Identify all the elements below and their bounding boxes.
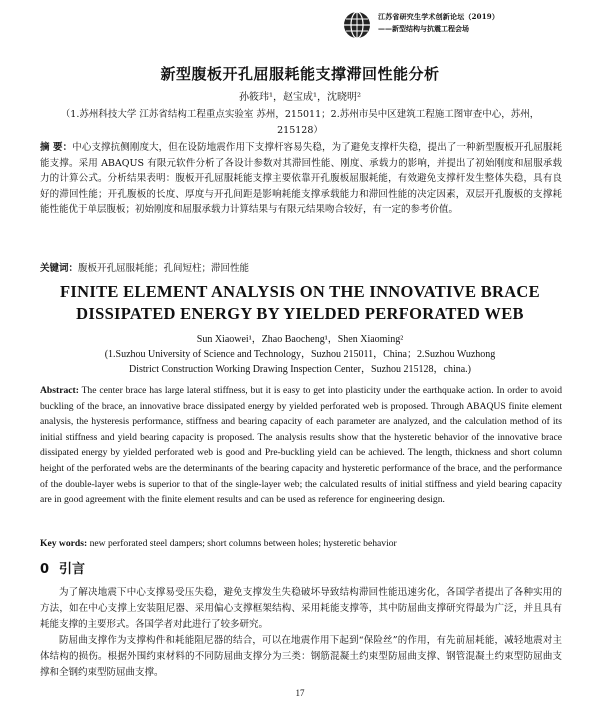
chinese-abstract-text: 中心支撑抗侧刚度大，但在设防地震作用下支撑杆容易失稳，为了避免支撑杆失稳，提出了一种新型腹板开孔屈服耗能支撑。采用 ABAQUS 有限元软件分析了各设计参数对其滞回性能、刚度、承载力的影响，并提出了初始刚度和屈服承载力的计算公式。分析结果表明：腹板开孔屈服耗能支撑主要依靠开孔腹板屈服耗能，有效避免支撑杆发生整体失稳，具有良好的滞回性能；开孔腹板的长度、厚度与开孔间距是影响耗能支撑承载能力和滞回性能的决定因素，双层开孔腹板的支撑耗能性能优于单层腹板；初始刚度和屈服承载力计算结果与有限元结果吻合较好，有一定的参考价值。 [40,142,562,215]
page-number: 17 [295,688,305,698]
english-abstract-label: Abstract: [40,385,79,396]
conference-header [342,10,572,40]
section-title: 引言 [59,562,86,577]
chinese-keywords [40,262,562,276]
chinese-affiliation: （1.苏州科技大学 江苏省结构工程重点实验室 苏州，215011；2.苏州市吴中区建筑工程施工图审查中心，苏州，215128） [60,109,540,136]
english-affiliation [60,347,540,377]
english-keywords-text: new perforated steel dampers; short columns between holes; hysteretic behavior [87,538,397,549]
body-paragraph-2: 防屈曲支撑作为支撑构件和耗能阻尼器的结合，可以在地震作用下起到“保险丝”的作用，有先前屈耗能，减轻地震对主体结构的损伤。根据外围约束材料的不同防屈曲支撑分为三类：钢筋混凝土约束型防屈曲支撑、钢管混凝土约束型防屈曲支撑和全钢约束型防屈曲支撑。 [40,635,562,678]
chinese-keywords-text: 腹板开孔屈服耗能；孔间短柱；滞回性能 [78,263,250,274]
english-keywords [40,538,562,549]
english-affiliation-line-1: (1.Suzhou University of Science and Technology，Suzhou 215011，China；2.Suzhou Wuzhong [104,349,496,360]
english-authors: Sun Xiaowei¹，Zhao Baocheng¹，Shen Xiaoming² [196,334,404,345]
english-title-line-2: DISSIPATED ENERGY BY YIELDED PERFORATED WEB [76,304,524,323]
english-abstract-text: The center brace has large lateral stiffness, but it is easy to get into plasticity under the earthquake action. In order to avoid buckling of the brace, an innovative brace dissipated energy by yielded perforated web is proposed. Through ABAQUS finite element analysis, the hysteresis performance, stiffness and bearing capacity of each parameter are analyzed, and the calculation method of its initial stiffness and yield bearing capacity is proposed. The analysis results show that the hysteretic behavior of the innovative brace dissipated energy by yielded perforated web is good and Pre-buckling yield can be achieved. The length, thickness and short column height of the perforated webs are the determinants of the bearing capacity and hysteretic performance of the brace, and the performance of the double-layer webs is superior to that of the single-layer web; the calculated results of initial stiffness and yield bearing capacity are in good agreement with the finite element results and can be used as reference for engineering design. [40,385,562,506]
chinese-authors: 孙筱玮¹，赵宝成¹，沈晓明² [238,92,362,103]
english-abstract [40,383,562,508]
chinese-title: 新型腹板开孔屈服耗能支撑滞回性能分析 [160,65,440,83]
chinese-keywords-label: 关键词： [40,263,79,274]
section-heading [40,558,85,577]
conference-subtitle: ——新型结构与抗震工程会场 [378,24,469,33]
english-title [0,281,600,325]
globe-logo-icon [342,10,372,40]
english-affiliation-line-2: District Construction Working Drawing Inspection Center，Suzhou 215128，china.) [128,364,471,375]
chinese-abstract-label: 摘 要： [40,142,73,153]
section-number: 0 [40,562,50,577]
chinese-abstract [40,140,562,218]
body-paragraph-1: 为了解决地震下中心支撑易受压失稳，避免支撑发生失稳破坏导致结构滞回性能迅速劣化，各国学者提出了各种实用的方法，如在中心支撑上安装阻尼器、采用偏心支撑框架结构、采用耗能支撑等，其中防屈曲支撑研究得最为广泛，并且具有耗能支撑的主要形式。各国学者对此进行了较多研究。 [40,587,562,630]
body-text [40,585,562,681]
english-title-line-1: FINITE ELEMENT ANALYSIS ON THE INNOVATIVE BRACE [60,282,540,301]
english-keywords-label: Key words: [40,538,88,549]
conference-name: 江苏省研究生学术创新论坛（2019） [378,12,500,21]
